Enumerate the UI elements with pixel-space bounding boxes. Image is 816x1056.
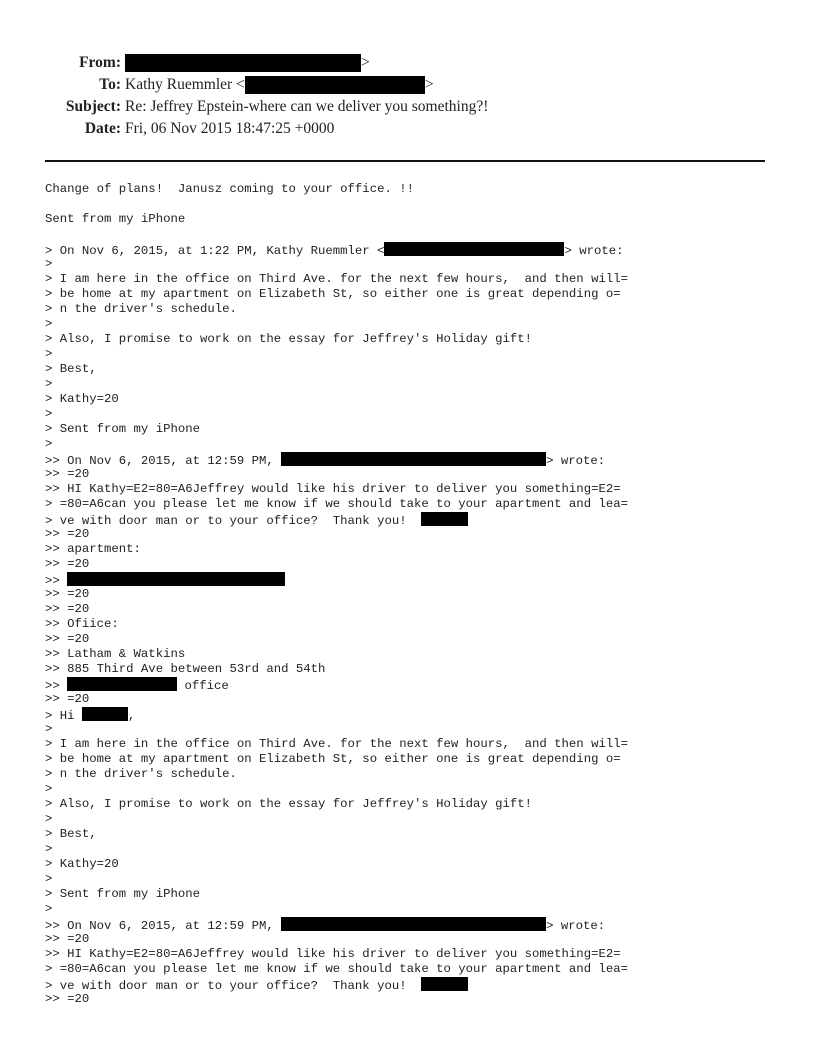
date-value: Fri, 06 Nov 2015 18:47:25 +0000 (125, 120, 335, 137)
body-line: > be home at my apartment on Elizabeth St, so either one is great depending o= (45, 752, 621, 766)
body-line: > (45, 407, 53, 421)
body-line-blank (45, 197, 775, 212)
body-line: > (45, 257, 53, 271)
subject-value: Re: Jeffrey Epstein-where can we deliver you something?! (125, 98, 489, 115)
body-line: > =80=A6can you please let me know if we should take to your apartment and lea= (45, 962, 628, 976)
body-line: > =80=A6can you please let me know if we should take to your apartment and lea= (45, 497, 628, 511)
redaction-box (281, 452, 546, 466)
body-line: > be home at my apartment on Elizabeth St, so either one is great depending o= (45, 287, 621, 301)
body-line: >> On Nov 6, 2015, at 12:59 PM, > wrote: (45, 919, 606, 933)
redaction-box (125, 54, 361, 72)
body-line: > Also, I promise to work on the essay for Jeffrey's Holiday gift! (45, 332, 533, 346)
body-line: Sent from my iPhone (45, 212, 186, 226)
redaction-box (421, 512, 468, 526)
body-line: > Best, (45, 827, 97, 841)
body-line: > n the driver's schedule. (45, 767, 237, 781)
body-line: >> (45, 572, 775, 587)
body-line: > ve with door man or to your office? Thank you! (45, 512, 775, 527)
body-line: >> =20 (45, 467, 90, 481)
body-line: >> =20 (45, 992, 90, 1006)
body-line: > I am here in the office on Third Ave. for the next few hours, and then will= (45, 272, 628, 286)
body-line: >> =20 (45, 527, 90, 541)
body-line: > (45, 782, 53, 796)
body-line: > (45, 377, 53, 391)
from-label: From: (79, 54, 121, 71)
body-line: >> =20 (45, 932, 90, 946)
body-line: > (45, 902, 53, 916)
body-line: > Sent from my iPhone (45, 887, 200, 901)
body-line: >> =20 (45, 587, 90, 601)
redaction-box (82, 707, 128, 721)
body-line: > Also, I promise to work on the essay for Jeffrey's Holiday gift! (45, 797, 533, 811)
body-line: > ve with door man or to your office? Thank you! (45, 977, 775, 992)
body-line: >> =20 (45, 557, 90, 571)
redaction-box (67, 572, 285, 586)
body-line: > (45, 317, 53, 331)
from-value: > (125, 52, 370, 74)
body-line: >> =20 (45, 632, 90, 646)
date-label: Date: (84, 120, 121, 137)
to-row (0, 74, 816, 96)
email-body (45, 182, 775, 1007)
to-value: Kathy Ruemmler < > (125, 76, 434, 93)
to-label: To: (99, 76, 121, 93)
header-divider (45, 160, 765, 162)
redaction-box (67, 677, 177, 691)
body-line: > (45, 842, 53, 856)
body-line: > (45, 872, 53, 886)
body-line: > Kathy=20 (45, 392, 119, 406)
body-line: >> HI Kathy=E2=80=A6Jeffrey would like his driver to deliver you something=E2= (45, 947, 621, 961)
date-row (0, 118, 816, 140)
body-line: > (45, 437, 53, 451)
body-line: > (45, 812, 53, 826)
body-line: >> =20 (45, 602, 90, 616)
body-line: > Kathy=20 (45, 857, 119, 871)
body-line: > Sent from my iPhone (45, 422, 200, 436)
body-line: >> Ofiice: (45, 617, 119, 631)
email-header (0, 52, 816, 140)
body-line: >> 885 Third Ave between 53rd and 54th (45, 662, 326, 676)
body-line: > Best, (45, 362, 97, 376)
body-line: >> Latham & Watkins (45, 647, 186, 661)
from-row (0, 52, 816, 74)
subject-label: Subject: (65, 98, 121, 115)
body-line: >> apartment: (45, 542, 141, 556)
subject-row (0, 96, 816, 118)
body-line: >> HI Kathy=E2=80=A6Jeffrey would like his driver to deliver you something=E2= (45, 482, 621, 496)
body-line: > (45, 347, 53, 361)
body-line: > Hi , (45, 709, 136, 723)
body-line: > I am here in the office on Third Ave. for the next few hours, and then will= (45, 737, 628, 751)
body-line: Change of plans! Janusz coming to your office. !! (45, 182, 414, 196)
body-line: >> =20 (45, 692, 90, 706)
body-line: > (45, 722, 53, 736)
body-line-blank (45, 227, 775, 242)
redaction-box (421, 977, 468, 991)
redaction-box (384, 242, 564, 256)
body-line: >> On Nov 6, 2015, at 12:59 PM, > wrote: (45, 454, 606, 468)
redaction-box (281, 917, 546, 931)
redaction-box (245, 76, 425, 94)
body-line: >> office (45, 679, 229, 693)
body-line: > n the driver's schedule. (45, 302, 237, 316)
body-line: > On Nov 6, 2015, at 1:22 PM, Kathy Ruemmler < > wrote: (45, 244, 624, 258)
